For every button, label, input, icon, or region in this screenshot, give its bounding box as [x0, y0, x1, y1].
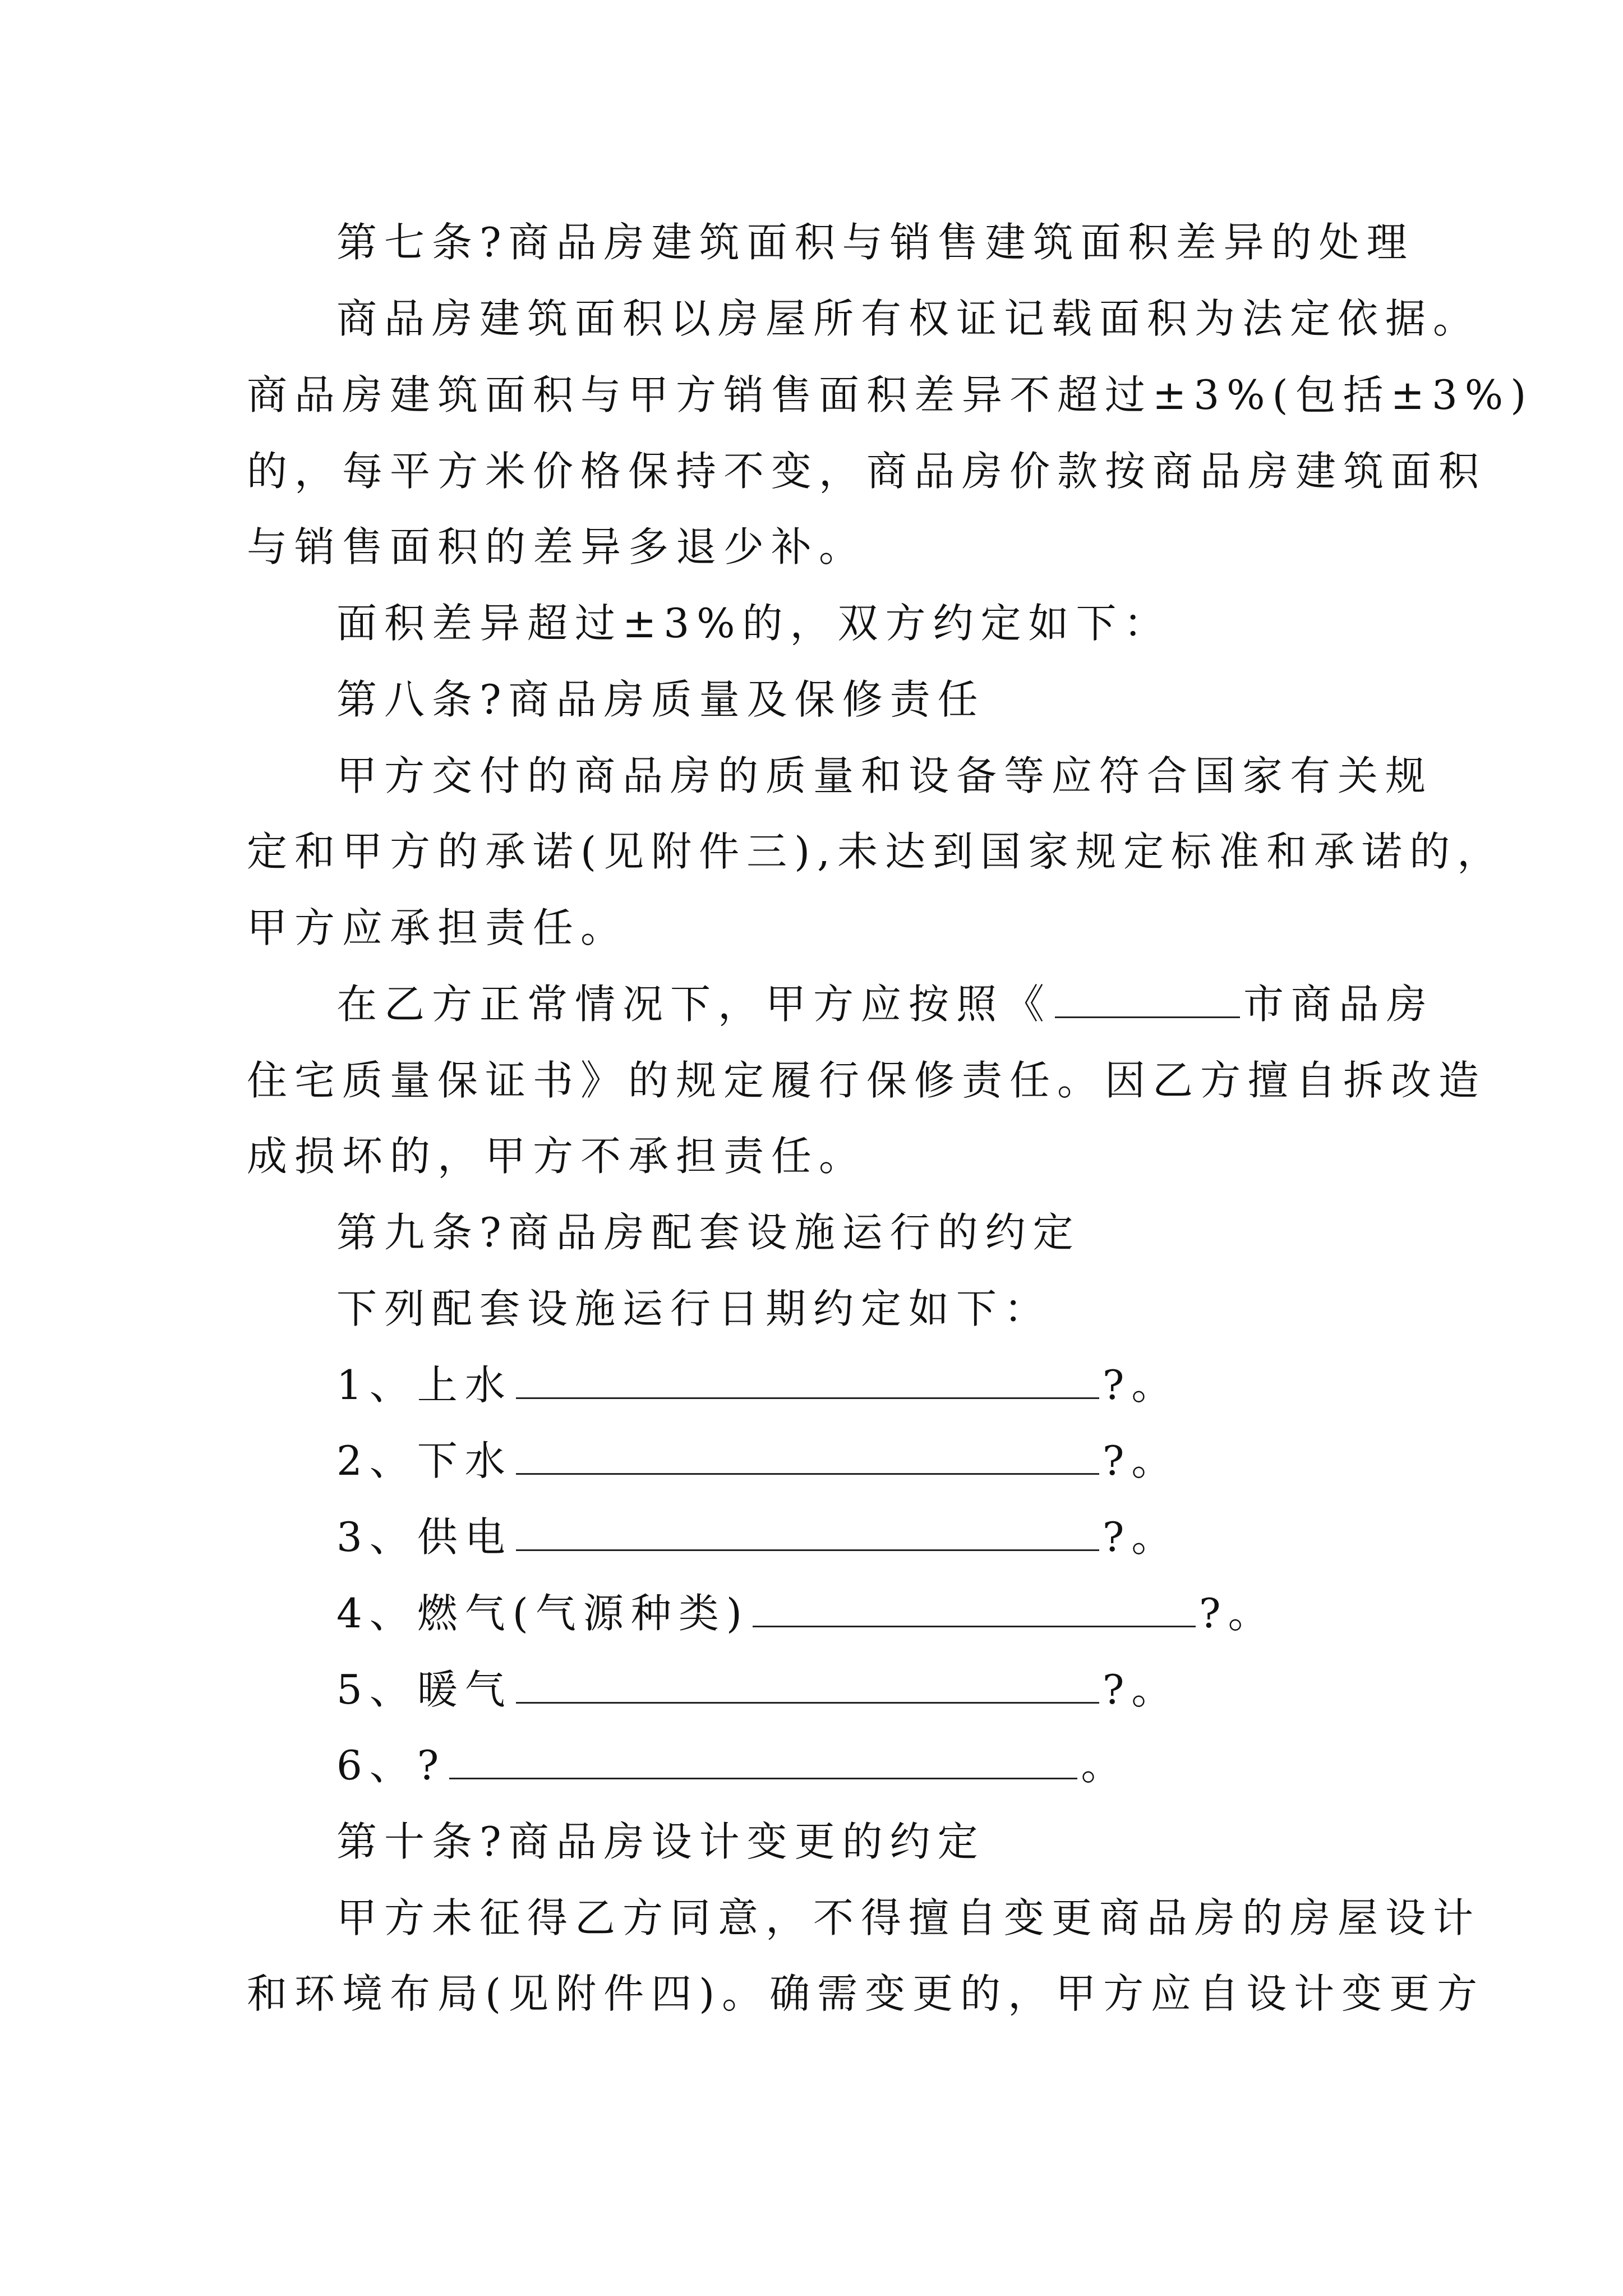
article8-para1-line3: 甲方应承担责任。	[247, 904, 629, 951]
article7-para1-line2: 商品房建筑面积与甲方销售面积差异不超过±3%(包括±3%)	[247, 371, 1534, 418]
facility-item-label: 1、上水	[336, 1361, 513, 1409]
facility-item-3	[336, 1515, 1179, 1559]
facility-item-end: ?。	[1102, 1666, 1179, 1713]
article7-para1-line3: 的，每平方米价格保持不变，商品房价款按商品房建筑面积	[247, 448, 1487, 495]
facility-item-label: 5、暖气	[336, 1666, 513, 1713]
facility-item-4	[336, 1591, 1276, 1636]
article8-para2-prefix: 在乙方正常情况下，甲方应按照《	[336, 981, 1052, 1028]
article7-para2: 面积差异超过±3%的，双方约定如下：	[336, 600, 1172, 647]
facility-item-label: 4、燃气(气源种类)	[336, 1590, 749, 1637]
facility-item-label: 3、供电	[336, 1513, 513, 1561]
facility-item-1	[336, 1363, 1179, 1407]
article10-para1-line2: 和环境布局(见附件四)。确需变更的，甲方应自设计变更方	[247, 1970, 1485, 2017]
article8-para2-line2: 住宅质量保证书》的规定履行保修责任。因乙方擅自拆改造	[247, 1057, 1487, 1104]
facility-item-end: ?。	[1199, 1590, 1276, 1637]
article8-para2-line1	[336, 982, 1434, 1027]
city-blank	[1055, 982, 1240, 1018]
facility-item-blank	[449, 1743, 1077, 1779]
article8-para1-line2: 定和甲方的承诺(见附件三),未达到国家规定标准和承诺的，	[247, 828, 1505, 875]
article7-heading: 第七条?商品房建筑面积与销售建筑面积差异的处理	[336, 219, 1414, 266]
facility-item-blank	[753, 1591, 1196, 1627]
facility-item-label: 6、?	[336, 1742, 446, 1789]
facility-item-end: ?。	[1102, 1361, 1179, 1409]
facility-item-end: ?。	[1102, 1437, 1179, 1484]
facility-item-end: 。	[1081, 1742, 1129, 1789]
facility-item-label: 2、下水	[336, 1437, 513, 1484]
article7-para1-line4: 与销售面积的差异多退少补。	[247, 523, 867, 570]
article9-heading: 第九条?商品房配套设施运行的约定	[336, 1209, 1081, 1256]
facility-item-6	[336, 1743, 1128, 1788]
article7-para1-line1: 商品房建筑面积以房屋所有权证记载面积为法定依据。	[336, 295, 1481, 342]
article8-para2-line3: 成损坏的，甲方不承担责任。	[247, 1133, 867, 1180]
facility-item-5	[336, 1667, 1179, 1712]
facility-item-end: ?。	[1102, 1513, 1179, 1561]
article8-para1-line1: 甲方交付的商品房的质量和设备等应符合国家有关规	[336, 752, 1433, 799]
article8-para2-suffix: 市商品房	[1243, 981, 1435, 1028]
facility-item-blank	[516, 1363, 1099, 1399]
facility-item-blank	[516, 1667, 1099, 1704]
article9-intro: 下列配套设施运行日期约定如下：	[336, 1285, 1052, 1332]
article10-heading: 第十条?商品房设计变更的约定	[336, 1818, 985, 1865]
article8-heading: 第八条?商品房质量及保修责任	[336, 676, 985, 723]
facility-item-blank	[516, 1438, 1099, 1475]
facility-item-2	[336, 1438, 1179, 1483]
article10-para1-line1: 甲方未征得乙方同意，不得擅自变更商品房的房屋设计	[336, 1894, 1481, 1941]
facility-item-blank	[516, 1515, 1099, 1551]
